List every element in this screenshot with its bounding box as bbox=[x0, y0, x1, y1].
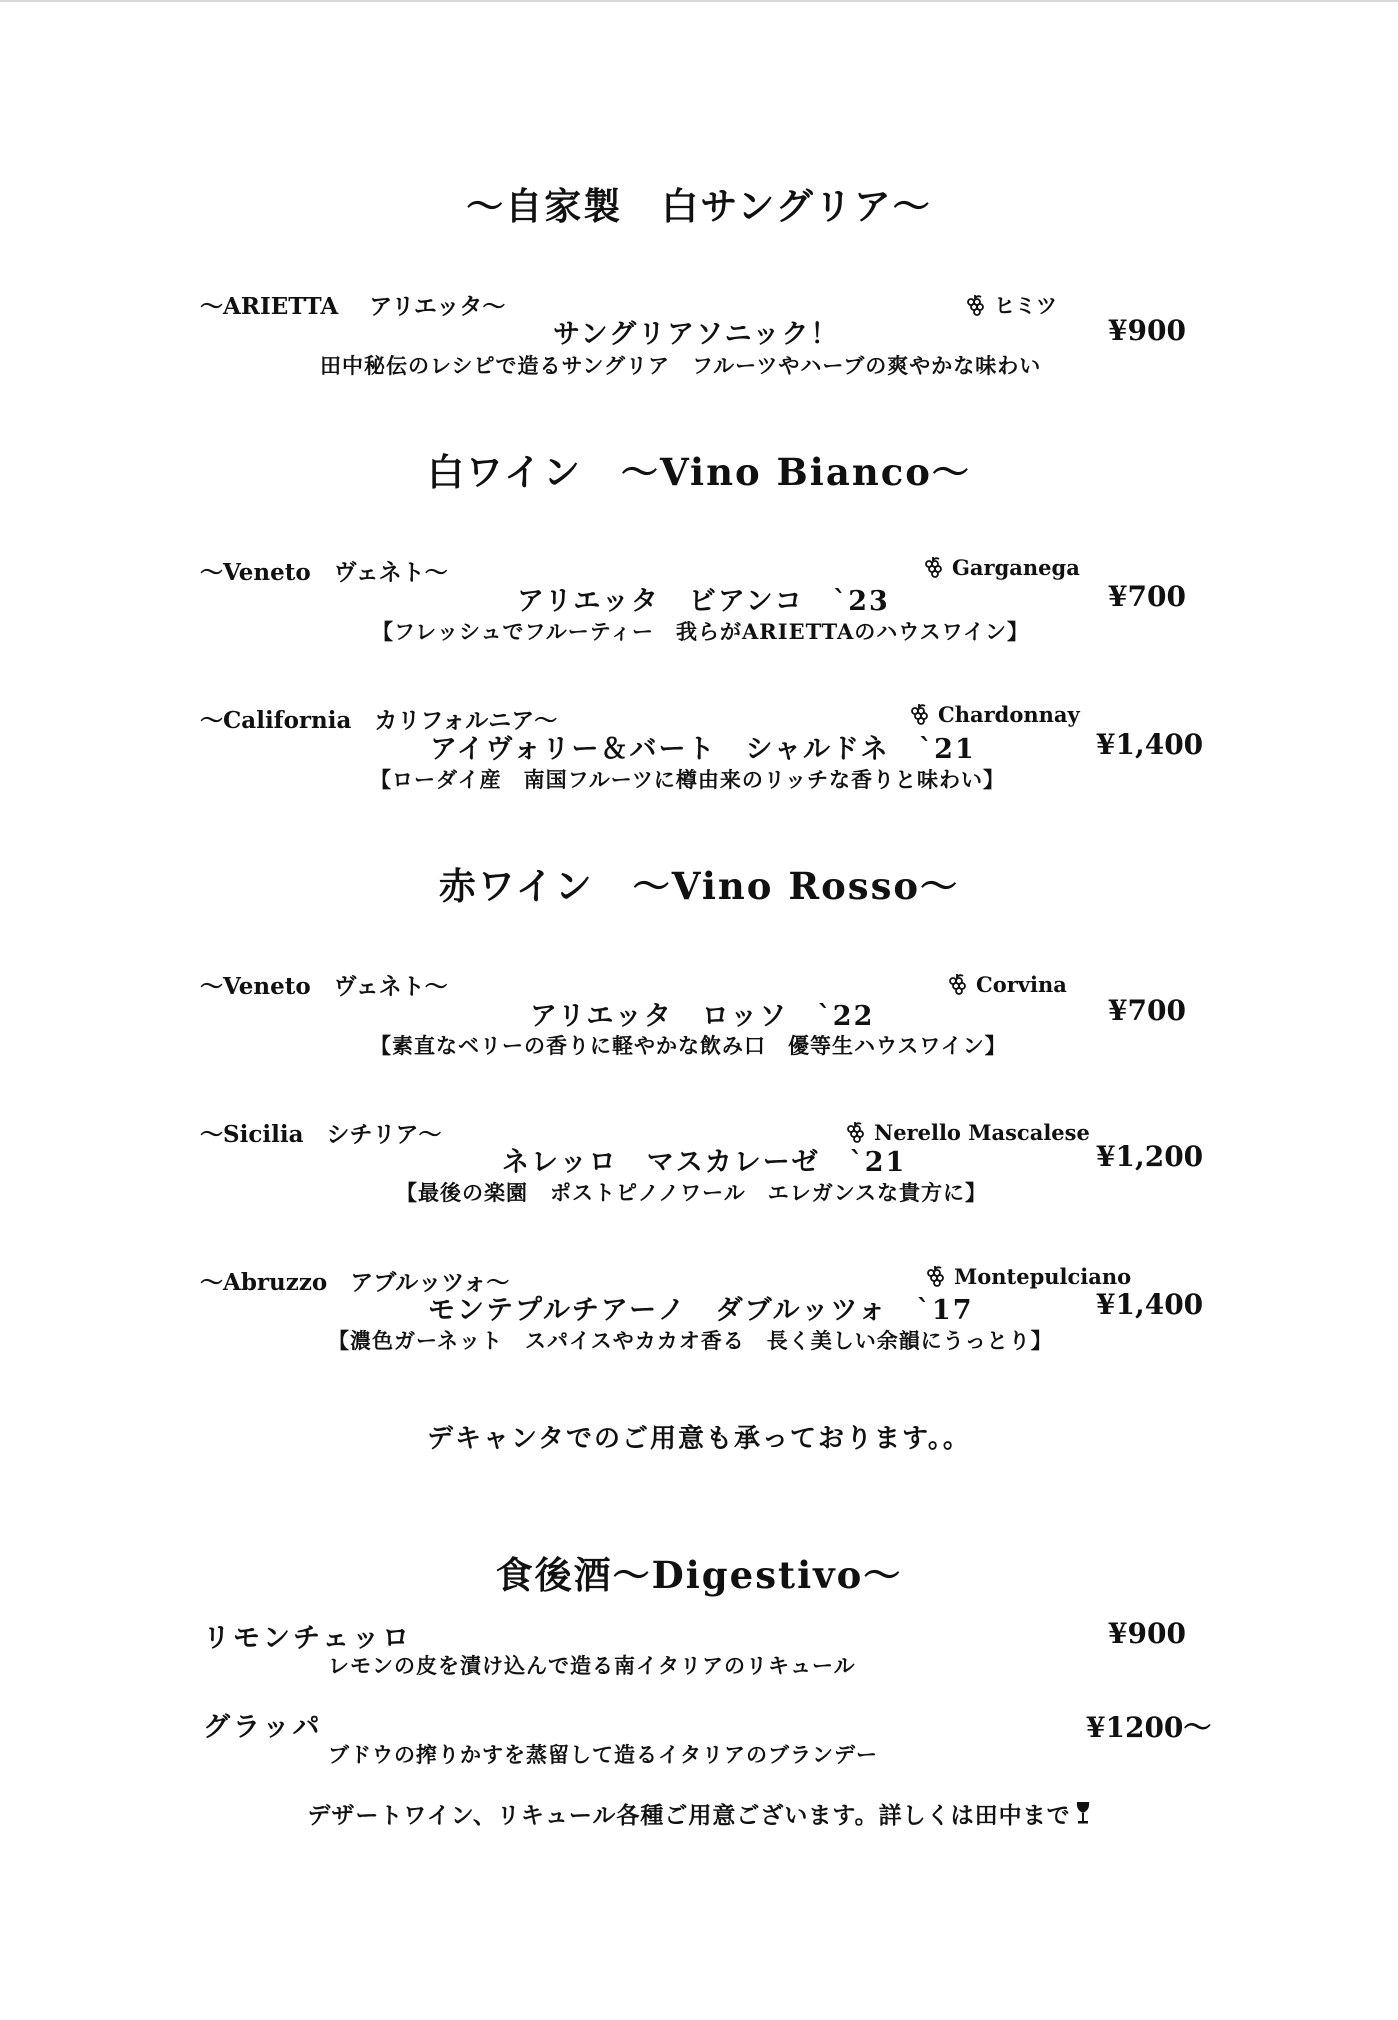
item-price: ¥700 bbox=[1108, 580, 1186, 613]
section-title-digestivo: 食後酒〜Digestivo〜 bbox=[495, 1553, 903, 1597]
grape-icon bbox=[946, 973, 968, 995]
item-price: ¥1,400 bbox=[1096, 728, 1204, 761]
item-name: アリエッタ ビアンコ `23 bbox=[517, 586, 890, 617]
grape-variety-label: ヒミツ bbox=[994, 293, 1057, 318]
item-description: 田中秘伝のレシピで造るサングリア フルーツやハーブの爽やかな味わい bbox=[320, 353, 1042, 378]
item-region: 〜Veneto ヴェネト〜 bbox=[200, 973, 448, 1000]
grape-icon bbox=[964, 294, 986, 316]
grape-variety bbox=[908, 702, 1080, 727]
item-description: 【濃色ガーネット スパイスやカカオ香る 長く美しい余韻にうっとり】 bbox=[328, 1328, 1053, 1353]
item-name: アリエッタ ロッソ `22 bbox=[530, 1001, 875, 1032]
section-title-white-wine: 白ワイン 〜Vino Bianco〜 bbox=[427, 450, 971, 494]
item-name: アイヴォリー＆バート シャルドネ `21 bbox=[430, 734, 976, 765]
grape-variety-label: Nerello Mascalese bbox=[874, 1120, 1090, 1145]
item-region: 〜Abruzzo アブルッツォ〜 bbox=[200, 1269, 510, 1296]
item-region: 〜California カリフォルニア〜 bbox=[200, 707, 558, 734]
digestivo-price: ¥900 bbox=[1108, 1617, 1186, 1650]
grape-icon bbox=[908, 703, 930, 725]
item-name: モンテプルチアーノ ダブルッツォ `17 bbox=[428, 1295, 974, 1326]
item-name: サングリアソニック！ bbox=[553, 319, 840, 350]
grape-variety-label: Chardonnay bbox=[938, 702, 1080, 727]
grape-icon bbox=[924, 1265, 946, 1287]
item-description: 【素直なベリーの香りに軽やかな飲み口 優等生ハウスワイン】 bbox=[370, 1033, 1007, 1058]
item-price: ¥700 bbox=[1108, 994, 1186, 1027]
digestivo-name: グラッパ bbox=[203, 1712, 323, 1743]
decanter-note: デキャンタでのご用意も承っております。。 bbox=[427, 1424, 971, 1454]
top-divider bbox=[0, 0, 1398, 2]
item-region: 〜ARIETTA アリエッタ〜 bbox=[200, 293, 506, 320]
item-description: 【ローダイ産 南国フルーツに樽由来のリッチな香りと味わい】 bbox=[370, 767, 1006, 792]
digestivo-name: リモンチェッロ bbox=[203, 1623, 413, 1654]
digestivo-price: ¥1200〜 bbox=[1086, 1711, 1212, 1744]
grape-variety bbox=[924, 1264, 1131, 1289]
section-title-red-wine: 赤ワイン 〜Vino Rosso〜 bbox=[438, 864, 960, 908]
item-price: ¥900 bbox=[1108, 314, 1186, 347]
item-name: ネレッロ マスカレーゼ `21 bbox=[502, 1147, 907, 1178]
digestivo-description: ブドウの搾りかすを蒸留して造るイタリアのブランデー bbox=[328, 1742, 878, 1767]
grape-variety bbox=[946, 972, 1067, 997]
grape-variety-label: Garganega bbox=[952, 555, 1080, 580]
footer-note bbox=[0, 1797, 1398, 1831]
item-price: ¥1,400 bbox=[1096, 1288, 1204, 1321]
item-price: ¥1,200 bbox=[1096, 1140, 1204, 1173]
wine-glass-icon bbox=[1075, 1801, 1091, 1831]
item-region: 〜Sicilia シチリア〜 bbox=[200, 1121, 442, 1148]
digestivo-description: レモンの皮を漬け込んで造る南イタリアのリキュール bbox=[328, 1653, 856, 1678]
footer-text: デザートワイン、リキュール各種ご用意ございます。詳しくは田中まで bbox=[307, 1802, 1071, 1829]
item-region: 〜Veneto ヴェネト〜 bbox=[200, 559, 448, 586]
grape-variety bbox=[922, 555, 1080, 580]
grape-variety bbox=[964, 290, 1057, 320]
grape-variety-label: Montepulciano bbox=[954, 1264, 1132, 1289]
grape-icon bbox=[922, 556, 944, 578]
grape-variety-label: Corvina bbox=[976, 972, 1067, 997]
item-description: 【フレッシュでフルーティー 我らがARIETTAのハウスワイン】 bbox=[372, 619, 1029, 644]
item-description: 【最後の楽園 ポストピノノワール エレガンスな貴方に】 bbox=[396, 1180, 988, 1205]
section-title-sangria: 〜自家製 白サングリア〜 bbox=[466, 184, 932, 228]
